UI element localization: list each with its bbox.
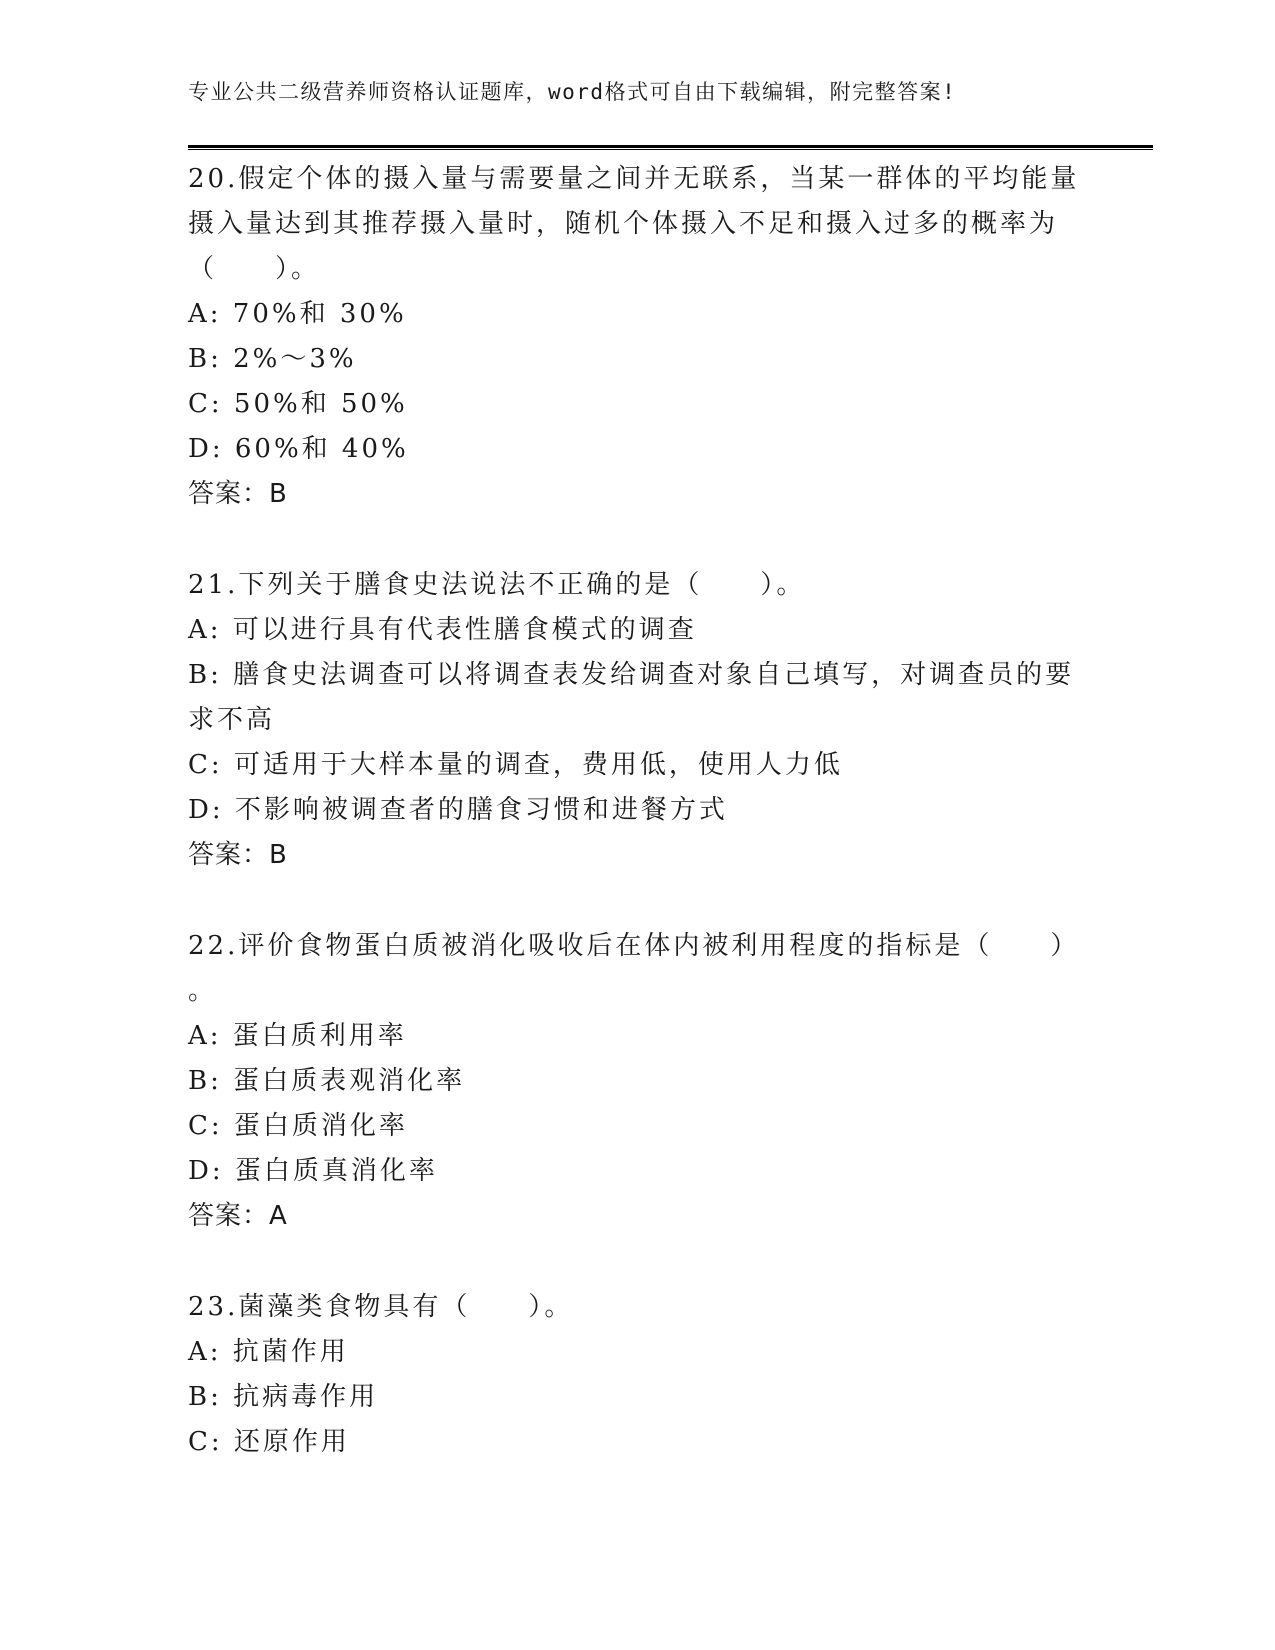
question-23: [188, 1285, 1088, 1465]
answer-line: 答案：B: [188, 479, 288, 509]
header-divider: [188, 145, 1153, 150]
question-list: [188, 157, 1088, 1511]
option-d: D: 60%和 40%: [188, 434, 409, 464]
question-stem-line: 摄入量达到其推荐摄入量时，随机个体摄入不足和摄入过多的概率为: [188, 209, 1059, 239]
option-b-continued: 求不高: [188, 705, 276, 735]
answer-line: 答案：B: [188, 840, 288, 870]
option-a: A: 可以进行具有代表性膳食模式的调查: [188, 615, 697, 645]
question-20: [188, 157, 1088, 517]
option-c: C: 蛋白质消化率: [188, 1111, 408, 1141]
option-c: C: 可适用于大样本量的调查，费用低，使用人力低: [188, 750, 843, 780]
option-b: B: 2%～3%: [188, 344, 357, 374]
option-a: A: 抗菌作用: [188, 1337, 349, 1367]
option-b: B: 蛋白质表观消化率: [188, 1066, 466, 1096]
option-c: C: 50%和 50%: [188, 389, 408, 419]
page-header: 专业公共二级营养师资格认证题库，word格式可自由下载编辑，附完整答案!: [188, 80, 957, 104]
option-d: D: 不影响被调查者的膳食习惯和进餐方式: [188, 795, 728, 825]
question-stem-line: 21.下列关于膳食史法说法不正确的是（ ）。: [188, 570, 806, 600]
question-22: [188, 924, 1088, 1239]
option-b: B: 抗病毒作用: [188, 1382, 379, 1412]
question-21: [188, 563, 1088, 878]
question-stem-line: 。: [188, 976, 218, 1006]
question-stem-line: 20.假定个体的摄入量与需要量之间并无联系，当某一群体的平均能量: [188, 164, 1080, 194]
question-stem-line: （ ）。: [188, 254, 321, 284]
option-d: D: 蛋白质真消化率: [188, 1156, 438, 1186]
option-b: B: 膳食史法调查可以将调查表发给调查对象自己填写，对调查员的要: [188, 660, 1075, 690]
question-stem-line: 22.评价食物蛋白质被消化吸收后在体内被利用程度的指标是（ ）: [188, 931, 1080, 961]
answer-line: 答案：A: [188, 1201, 288, 1231]
option-c: C: 还原作用: [188, 1427, 350, 1457]
option-a: A: 蛋白质利用率: [188, 1021, 407, 1051]
question-stem-line: 23.菌藻类食物具有（ ）。: [188, 1292, 574, 1322]
option-a: A: 70%和 30%: [188, 299, 407, 329]
